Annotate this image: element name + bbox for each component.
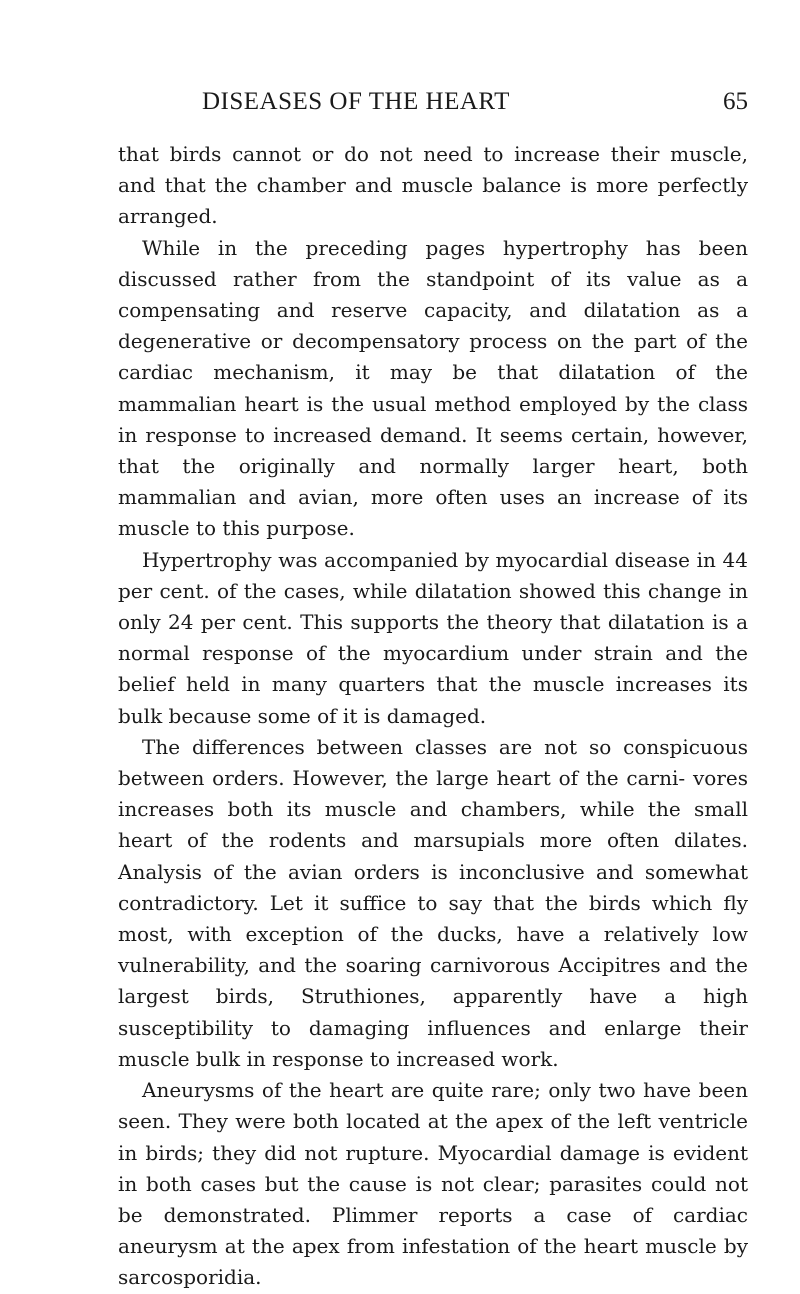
running-title: DISEASES OF THE HEART — [202, 88, 510, 115]
body-text — [118, 139, 748, 1294]
paragraph-aneurysms: Aneurysms of the heart are quite rare; only two have been seen. They were both located at the apex of the left ventricle in birds; they did not rupture. Myocardial damage is evident in both cases but the cause is not clear; parasites could not be demonstrated. Plimmer reports a case of cardiac aneurysm at the apex from infestation of the heart muscle by sarcosporidia. — [118, 1078, 748, 1290]
paragraph-myocardial-disease: Hypertrophy was accompanied by myocardial disease in 44 per cent. of the cases, while dilatation showed this change in only 24 per cent. This supports the theory that dilatation is a normal response of the myocardium under strain and the belief held in many quarters that the muscle increases its bulk because some of it is damaged. — [118, 547, 748, 728]
paragraph-orders: The differences between classes are not so conspicuous between orders. However, the large heart of the carni- vores increases both its muscle and chambers, while the small heart of the rodents and marsupials more often dilates. Analysis of the avian orders is inconclusive and somewhat contradictory. Let it suffice to say that the birds which fly most, with exception of the ducks, have a relatively low vulnerability, and the soaring carnivorous Accipitres and the largest birds, Struthiones, apparently have a high susceptibility to damaging influences and enlarge their muscle bulk in response to increased work. — [118, 734, 748, 1071]
page-number: 65 — [723, 88, 748, 115]
running-head — [118, 88, 748, 118]
paragraph-continuation: that birds cannot or do not need to increase their muscle, and that the chamber and muscle balance is more perfectly arranged. — [118, 142, 748, 229]
paragraph-hypertrophy-dilatation: While in the preceding pages hypertrophy has been discussed rather from the standpoint of its value as a compensating and reserve capacity, and dilatation as a degenerative or decompensatory process on the part of the cardiac mechanism, it may be that dilatation of the mammalian heart is the usual method employed by the class in response to increased demand. It seems certain, however, that the originally and normally larger heart, both mammalian and avian, more often uses an increase of its muscle to this purpose. — [118, 235, 748, 541]
